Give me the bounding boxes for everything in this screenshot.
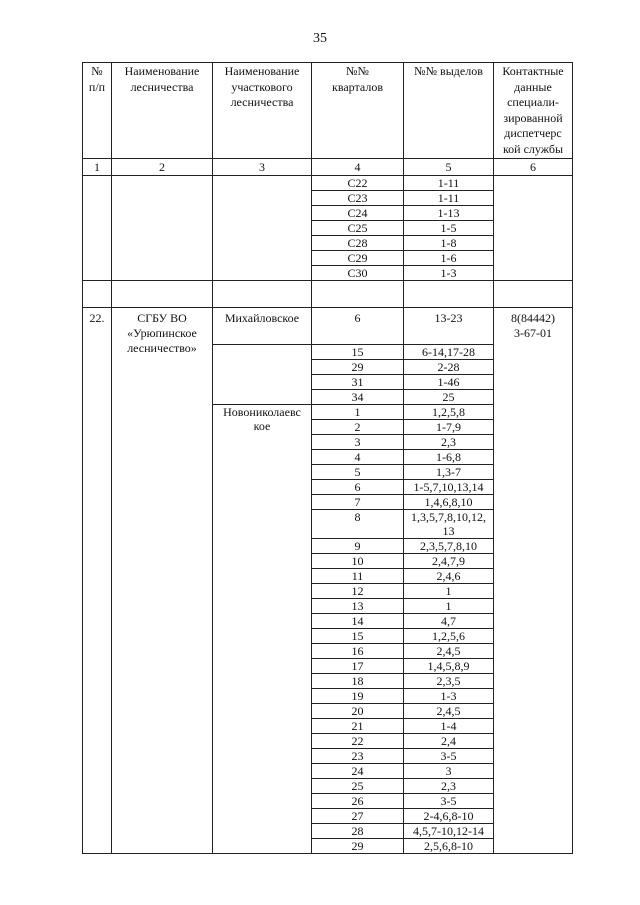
table-body (83, 176, 573, 854)
section-cell: 2,4 (404, 733, 494, 748)
section-cell: 3-5 (404, 793, 494, 808)
district-name: Михайловское (213, 308, 312, 345)
quarter-cell: 5 (312, 464, 404, 479)
quarter-cell: 29 (312, 359, 404, 374)
forestry-name: СГБУ ВО «Урюпинское лесничество» (112, 308, 213, 854)
quarter-cell: 8 (312, 509, 404, 538)
quarter-cell: 15 (312, 344, 404, 359)
section-cell: 2,3,5 (404, 673, 494, 688)
section-cell: 2-4,6,8-10 (404, 808, 494, 823)
quarter-cell: 9 (312, 538, 404, 553)
quarter-cell: 1 (312, 404, 404, 419)
section-cell: 1-13 (404, 206, 494, 221)
section-cell: 1-5,7,10,13,14 (404, 479, 494, 494)
column-number: 4 (312, 159, 404, 176)
table-row (83, 308, 573, 345)
column-number: 3 (213, 159, 312, 176)
quarter-cell: С24 (312, 206, 404, 221)
quarter-cell: 10 (312, 553, 404, 568)
contact-cell: 8(84442) 3-67-01 (494, 308, 573, 345)
section-cell: 1,4,6,8,10 (404, 494, 494, 509)
section-cell: 1-46 (404, 374, 494, 389)
empty-cell (213, 176, 312, 281)
quarter-cell: С28 (312, 236, 404, 251)
section-cell: 2,3,5,7,8,10 (404, 538, 494, 553)
section-cell: 2,5,6,8-10 (404, 838, 494, 853)
empty-cell (404, 281, 494, 308)
empty-cell (83, 176, 112, 281)
header-cell: Контактные данные специали- зированной диспетчерс кой службы (494, 63, 573, 159)
section-cell: 1-6,8 (404, 449, 494, 464)
section-cell: 1,3,5,7,8,10,12, 13 (404, 509, 494, 538)
quarter-cell: 3 (312, 434, 404, 449)
quarter-cell: 31 (312, 374, 404, 389)
section-cell: 3-5 (404, 748, 494, 763)
quarter-cell: 24 (312, 763, 404, 778)
section-cell: 1-5 (404, 221, 494, 236)
quarter-cell: 21 (312, 718, 404, 733)
column-number: 5 (404, 159, 494, 176)
section-cell: 2,4,6 (404, 568, 494, 583)
quarter-cell: 2 (312, 419, 404, 434)
section-cell: 1 (404, 598, 494, 613)
section-cell: 1-3 (404, 266, 494, 281)
section-cell: 2,3 (404, 778, 494, 793)
quarter-cell: 22 (312, 733, 404, 748)
section-cell: 4,5,7-10,12-14 (404, 823, 494, 838)
section-cell: 1,2,5,6 (404, 628, 494, 643)
column-number-row (83, 159, 573, 176)
quarter-cell: С23 (312, 191, 404, 206)
section-cell: 2,4,7,9 (404, 553, 494, 568)
entry-number: 22. (83, 308, 112, 854)
spacer-row (83, 281, 573, 308)
header-cell: №№ выделов (404, 63, 494, 159)
section-cell: 1 (404, 583, 494, 598)
section-cell: 2,4,5 (404, 643, 494, 658)
section-cell: 1-8 (404, 236, 494, 251)
section-cell: 1-6 (404, 251, 494, 266)
quarter-cell: С25 (312, 221, 404, 236)
quarter-cell: 19 (312, 688, 404, 703)
section-cell: 25 (404, 389, 494, 404)
quarter-cell: 15 (312, 628, 404, 643)
section-cell: 1-7,9 (404, 419, 494, 434)
section-cell: 1,3-7 (404, 464, 494, 479)
quarter-cell: С22 (312, 176, 404, 191)
column-number: 2 (112, 159, 213, 176)
empty-cell (83, 281, 112, 308)
quarter-cell: 25 (312, 778, 404, 793)
header-row (83, 63, 573, 159)
empty-cell (112, 176, 213, 281)
section-cell: 4,7 (404, 613, 494, 628)
header-cell: № п/п (83, 63, 112, 159)
quarter-cell: С29 (312, 251, 404, 266)
quarter-cell: 4 (312, 449, 404, 464)
quarter-cell: 34 (312, 389, 404, 404)
empty-cell (213, 344, 312, 404)
quarter-cell: 16 (312, 643, 404, 658)
empty-cell (494, 176, 573, 281)
quarter-cell: 18 (312, 673, 404, 688)
section-cell: 3 (404, 763, 494, 778)
quarter-cell: 28 (312, 823, 404, 838)
section-cell: 2,4,5 (404, 703, 494, 718)
quarter-cell: 11 (312, 568, 404, 583)
quarter-cell: 7 (312, 494, 404, 509)
section-cell: 6-14,17-28 (404, 344, 494, 359)
quarter-cell: 23 (312, 748, 404, 763)
quarter-cell: 14 (312, 613, 404, 628)
section-cell: 1,2,5,8 (404, 404, 494, 419)
section-cell: 1-4 (404, 718, 494, 733)
column-number: 6 (494, 159, 573, 176)
section-cell: 2-28 (404, 359, 494, 374)
quarter-cell: 29 (312, 838, 404, 853)
empty-cell (112, 281, 213, 308)
header-cell: №№ кварталов (312, 63, 404, 159)
section-cell: 13-23 (404, 308, 494, 345)
table-row (83, 176, 573, 191)
quarter-cell: 26 (312, 793, 404, 808)
quarter-cell: 13 (312, 598, 404, 613)
forestry-table (82, 62, 573, 854)
section-cell: 2,3 (404, 434, 494, 449)
quarter-cell: 6 (312, 479, 404, 494)
district-name: Новониколаевс кое (213, 404, 312, 853)
section-cell: 1-11 (404, 176, 494, 191)
quarter-cell: 20 (312, 703, 404, 718)
header-cell: Наименование участкового лесничества (213, 63, 312, 159)
page-number: 35 (313, 31, 327, 46)
section-cell: 1,4,5,8,9 (404, 658, 494, 673)
quarter-cell: 17 (312, 658, 404, 673)
header-cell: Наименование лесничества (112, 63, 213, 159)
empty-cell (312, 281, 404, 308)
quarter-cell: 27 (312, 808, 404, 823)
column-number: 1 (83, 159, 112, 176)
section-cell: 1-3 (404, 688, 494, 703)
quarter-cell: 6 (312, 308, 404, 345)
empty-cell (494, 281, 573, 308)
section-cell: 1-11 (404, 191, 494, 206)
empty-cell (494, 344, 573, 853)
empty-cell (213, 281, 312, 308)
quarter-cell: С30 (312, 266, 404, 281)
quarter-cell: 12 (312, 583, 404, 598)
